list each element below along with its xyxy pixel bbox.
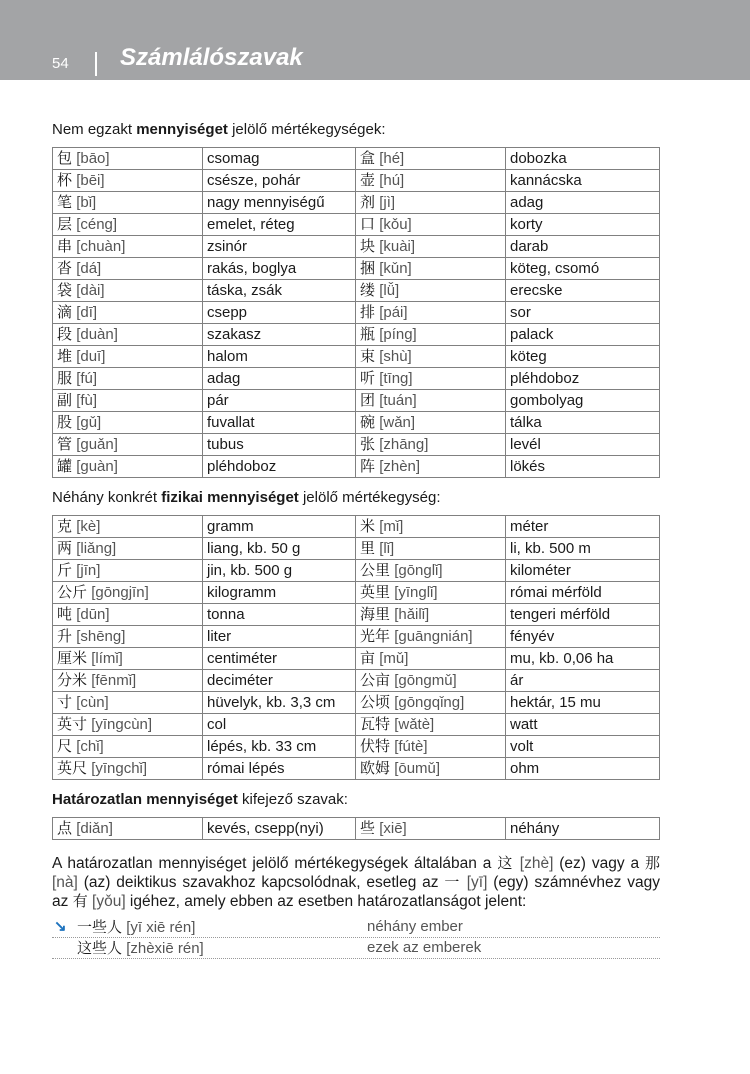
meaning-cell: liang, kb. 50 g <box>203 538 356 560</box>
meaning-cell: pár <box>203 390 356 412</box>
meaning-cell: csésze, pohár <box>203 170 356 192</box>
chinese-term-cell: 捆 [kǔn] <box>356 258 506 280</box>
chinese-term-cell: 笔 [bǐ] <box>53 192 203 214</box>
chinese-term-cell: 股 [gǔ] <box>53 412 203 434</box>
page-number: 54 <box>52 55 69 72</box>
chinese-term-cell: 排 [pái] <box>356 302 506 324</box>
table-row <box>53 258 660 280</box>
meaning-cell: kilogramm <box>203 582 356 604</box>
meaning-cell: mu, kb. 0,06 ha <box>506 648 660 670</box>
meaning-cell: pléhdoboz <box>506 368 660 390</box>
example-list <box>52 917 660 959</box>
meaning-cell: hüvelyk, kb. 3,3 cm <box>203 692 356 714</box>
chinese-term-cell: 滴 [dī] <box>53 302 203 324</box>
chinese-term-cell: 沓 [dá] <box>53 258 203 280</box>
table-row <box>53 324 660 346</box>
chinese-term-cell: 英尺 [yīngchǐ] <box>53 758 203 780</box>
chinese-term-cell: 层 [céng] <box>53 214 203 236</box>
example-translation: néhány ember <box>367 918 463 935</box>
chinese-term-cell: 光年 [guāngnián] <box>356 626 506 648</box>
chinese-term-cell: 阵 [zhèn] <box>356 456 506 478</box>
chinese-term-cell: 公亩 [gōngmǔ] <box>356 670 506 692</box>
meaning-cell: ár <box>506 670 660 692</box>
table-row <box>53 560 660 582</box>
chinese-term-cell: 罐 [guàn] <box>53 456 203 478</box>
meaning-cell: erecske <box>506 280 660 302</box>
example-row: ↘ 一些人 [yī xiē rén] néhány ember <box>52 917 660 938</box>
table-row <box>53 368 660 390</box>
chinese-term-cell: 瓶 [píng] <box>356 324 506 346</box>
example-translation: ezek az emberek <box>367 939 482 956</box>
meaning-cell: emelet, réteg <box>203 214 356 236</box>
chinese-term-cell: 听 [tīng] <box>356 368 506 390</box>
table-row <box>53 346 660 368</box>
table-row <box>53 538 660 560</box>
chinese-term-cell: 块 [kuài] <box>356 236 506 258</box>
meaning-cell: kilométer <box>506 560 660 582</box>
chinese-term-cell: 亩 [mǔ] <box>356 648 506 670</box>
measure-table-physical <box>52 515 660 780</box>
measure-table-indefinite <box>52 817 660 840</box>
section-heading-physical: Néhány konkrét fizikai mennyiséget jelölő mértékegység: <box>52 489 441 506</box>
chinese-term-cell: 服 [fú] <box>53 368 203 390</box>
meaning-cell: sor <box>506 302 660 324</box>
chinese-term-cell: 公里 [gōnglǐ] <box>356 560 506 582</box>
meaning-cell: szakasz <box>203 324 356 346</box>
meaning-cell: nagy mennyiségű <box>203 192 356 214</box>
example-row: 这些人 [zhèxiē rén] ezek az emberek <box>52 938 660 959</box>
chinese-term-cell: 公斤 [gōngjīn] <box>53 582 203 604</box>
meaning-cell: hektár, 15 mu <box>506 692 660 714</box>
meaning-cell: lökés <box>506 456 660 478</box>
meaning-cell: watt <box>506 714 660 736</box>
meaning-cell: col <box>203 714 356 736</box>
meaning-cell: li, kb. 500 m <box>506 538 660 560</box>
explanation-paragraph: A határozatlan mennyiséget jelölő mértékegységek általában a 这 [zhè] (ez) vagy a 那 [nà] (az) deiktikus szavakhoz kapcsolódnak, esetleg az 一 [yī] (egy) számnévhez vagy az 有 [yǒu] igéhez, amely ebben az esetben határozatlanságot jelent: <box>52 854 660 910</box>
table-row <box>53 516 660 538</box>
meaning-cell: kevés, csepp(nyi) <box>203 818 356 840</box>
table-row <box>53 626 660 648</box>
table-row <box>53 670 660 692</box>
chinese-term-cell: 英里 [yīnglǐ] <box>356 582 506 604</box>
meaning-cell: adag <box>203 368 356 390</box>
table-row <box>53 758 660 780</box>
meaning-cell: tubus <box>203 434 356 456</box>
chinese-term-cell: 些 [xiē] <box>356 818 506 840</box>
table-row <box>53 582 660 604</box>
meaning-cell: darab <box>506 236 660 258</box>
meaning-cell: csepp <box>203 302 356 324</box>
meaning-cell: lépés, kb. 33 cm <box>203 736 356 758</box>
chinese-term-cell: 两 [liǎng] <box>53 538 203 560</box>
table-row <box>53 390 660 412</box>
meaning-cell: tonna <box>203 604 356 626</box>
meaning-cell: dobozka <box>506 148 660 170</box>
chinese-term-cell: 厘米 [límǐ] <box>53 648 203 670</box>
meaning-cell: jin, kb. 500 g <box>203 560 356 582</box>
chinese-term-cell: 点 [diǎn] <box>53 818 203 840</box>
meaning-cell: liter <box>203 626 356 648</box>
header-separator <box>95 52 97 76</box>
chinese-term-cell: 袋 [dài] <box>53 280 203 302</box>
meaning-cell: csomag <box>203 148 356 170</box>
meaning-cell: fényév <box>506 626 660 648</box>
meaning-cell: adag <box>506 192 660 214</box>
chinese-term-cell: 壶 [hú] <box>356 170 506 192</box>
table-row <box>53 818 660 840</box>
chinese-term-cell: 米 [mǐ] <box>356 516 506 538</box>
meaning-cell: kannácska <box>506 170 660 192</box>
chinese-term-cell: 张 [zhāng] <box>356 434 506 456</box>
meaning-cell: levél <box>506 434 660 456</box>
chinese-term-cell: 英寸 [yīngcùn] <box>53 714 203 736</box>
chinese-term-cell: 克 [kè] <box>53 516 203 538</box>
table-row <box>53 412 660 434</box>
meaning-cell: római mérföld <box>506 582 660 604</box>
meaning-cell: deciméter <box>203 670 356 692</box>
section-heading-indefinite: Határozatlan mennyiséget kifejező szavak: <box>52 791 348 808</box>
meaning-cell: gombolyag <box>506 390 660 412</box>
chinese-term-cell: 公顷 [gōngqǐng] <box>356 692 506 714</box>
table-row <box>53 604 660 626</box>
chinese-term-cell: 管 [guǎn] <box>53 434 203 456</box>
meaning-cell: ohm <box>506 758 660 780</box>
meaning-cell: rakás, boglya <box>203 258 356 280</box>
chinese-term-cell: 团 [tuán] <box>356 390 506 412</box>
chinese-term-cell: 包 [bāo] <box>53 148 203 170</box>
meaning-cell: tálka <box>506 412 660 434</box>
meaning-cell: római lépés <box>203 758 356 780</box>
table-row <box>53 302 660 324</box>
page-header <box>0 0 750 80</box>
chinese-term-cell: 斤 [jīn] <box>53 560 203 582</box>
meaning-cell: zsinór <box>203 236 356 258</box>
table-row <box>53 648 660 670</box>
arrow-down-right-icon: ↘ <box>54 918 67 935</box>
table-row <box>53 692 660 714</box>
meaning-cell: méter <box>506 516 660 538</box>
chinese-term-cell: 碗 [wǎn] <box>356 412 506 434</box>
meaning-cell: tengeri mérföld <box>506 604 660 626</box>
chinese-term-cell: 瓦特 [wǎtè] <box>356 714 506 736</box>
chinese-term-cell: 欧姆 [ōumǔ] <box>356 758 506 780</box>
chinese-term-cell: 吨 [dūn] <box>53 604 203 626</box>
chinese-term-cell: 堆 [duī] <box>53 346 203 368</box>
table-row <box>53 148 660 170</box>
chinese-term-cell: 升 [shēng] <box>53 626 203 648</box>
measure-table-nonexact <box>52 147 660 478</box>
page-content <box>52 118 660 959</box>
meaning-cell: fuvallat <box>203 412 356 434</box>
table-row <box>53 736 660 758</box>
meaning-cell: volt <box>506 736 660 758</box>
chinese-term-cell: 缕 [lǚ] <box>356 280 506 302</box>
meaning-cell: gramm <box>203 516 356 538</box>
chinese-term-cell: 尺 [chǐ] <box>53 736 203 758</box>
table-row <box>53 236 660 258</box>
chinese-term-cell: 海里 [hǎilǐ] <box>356 604 506 626</box>
table-row <box>53 714 660 736</box>
chinese-term-cell: 段 [duàn] <box>53 324 203 346</box>
chinese-term-cell: 伏特 [fútè] <box>356 736 506 758</box>
chinese-term-cell: 寸 [cùn] <box>53 692 203 714</box>
meaning-cell: pléhdoboz <box>203 456 356 478</box>
meaning-cell: köteg, csomó <box>506 258 660 280</box>
meaning-cell: köteg <box>506 346 660 368</box>
chinese-term-cell: 束 [shù] <box>356 346 506 368</box>
chinese-term-cell: 口 [kǒu] <box>356 214 506 236</box>
meaning-cell: néhány <box>506 818 660 840</box>
chinese-term-cell: 剂 [jì] <box>356 192 506 214</box>
meaning-cell: korty <box>506 214 660 236</box>
table-row <box>53 434 660 456</box>
chinese-term-cell: 分米 [fēnmǐ] <box>53 670 203 692</box>
table-row <box>53 214 660 236</box>
meaning-cell: táska, zsák <box>203 280 356 302</box>
chinese-term-cell: 副 [fù] <box>53 390 203 412</box>
table-row <box>53 456 660 478</box>
meaning-cell: centiméter <box>203 648 356 670</box>
chapter-title: Számlálószavak <box>120 44 303 71</box>
chinese-term-cell: 里 [lǐ] <box>356 538 506 560</box>
table-row <box>53 192 660 214</box>
meaning-cell: halom <box>203 346 356 368</box>
chinese-term-cell: 杯 [bēi] <box>53 170 203 192</box>
table-row <box>53 280 660 302</box>
table-row <box>53 170 660 192</box>
section-heading-nonexact: Nem egzakt mennyiséget jelölő mértékegységek: <box>52 121 386 138</box>
meaning-cell: palack <box>506 324 660 346</box>
chinese-term-cell: 盒 [hé] <box>356 148 506 170</box>
chinese-term-cell: 串 [chuàn] <box>53 236 203 258</box>
